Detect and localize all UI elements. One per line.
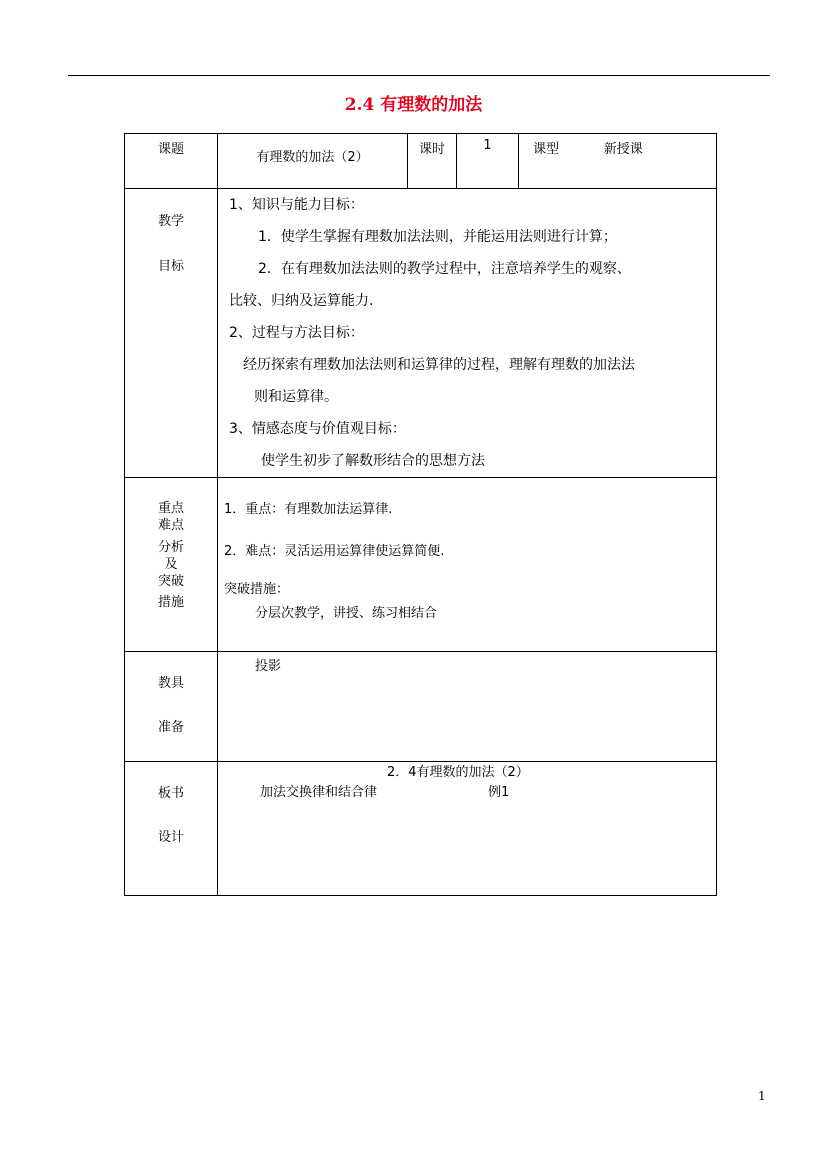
goal-line: 1．使学生掌握有理数加法法则，并能运用法则进行计算； bbox=[258, 229, 617, 245]
tools-label-2: 准备 bbox=[157, 720, 184, 735]
key-points-label-part: 重点 bbox=[157, 501, 184, 516]
board-left-text: 加法交换律和结合律 bbox=[260, 785, 378, 800]
goal-line: 比较、归纳及运算能力. bbox=[229, 293, 374, 309]
key-points-label-part: 及 bbox=[164, 557, 178, 572]
goal-line: 经历探索有理数加法法则和运算律的过程，理解有理数的加法法 bbox=[243, 357, 635, 373]
board-label-1: 板书 bbox=[157, 786, 184, 801]
goal-line: 则和运算律。 bbox=[254, 389, 338, 405]
board-label-2: 设计 bbox=[157, 830, 184, 845]
tools-content: 投影 bbox=[218, 652, 717, 762]
goal-line: 1、知识与能力目标： bbox=[229, 197, 364, 213]
lesson-plan-table bbox=[124, 133, 717, 896]
page-title: 2.4 有理数的加法 bbox=[344, 95, 483, 115]
key-points-label bbox=[125, 478, 218, 652]
goals-row bbox=[125, 189, 717, 478]
page-number: 1 bbox=[758, 1089, 766, 1103]
period-value: 1 bbox=[457, 134, 519, 189]
difficulty-point: 2．难点：灵活运用运算律使运算简便. bbox=[224, 544, 445, 559]
key-points-content bbox=[218, 478, 717, 652]
goals-content bbox=[218, 189, 717, 478]
goal-line: 3、情感态度与价值观目标： bbox=[229, 421, 406, 437]
goals-label-2: 目标 bbox=[157, 259, 184, 274]
tools-label-1: 教具 bbox=[157, 676, 184, 691]
board-heading: 2．4有理数的加法（2） bbox=[387, 765, 529, 780]
key-points-label-part: 措施 bbox=[157, 595, 184, 610]
type-label: 课型 bbox=[533, 142, 560, 157]
goal-line: 2、过程与方法目标： bbox=[229, 325, 364, 341]
goals-label bbox=[125, 189, 218, 478]
lesson-value: 有理数的加法（2） bbox=[218, 134, 408, 189]
header-row bbox=[125, 134, 717, 189]
board-label bbox=[125, 762, 218, 896]
type-value: 新授课 bbox=[531, 134, 717, 189]
goals-label-1: 教学 bbox=[157, 214, 184, 229]
tools-row bbox=[125, 652, 717, 762]
period-label: 课时 bbox=[408, 134, 457, 189]
key-points-row bbox=[125, 478, 717, 652]
board-content bbox=[218, 762, 717, 896]
header-rule bbox=[68, 75, 770, 76]
goal-line: 2．在有理数加法法则的教学过程中，注意培养学生的观察、 bbox=[258, 261, 631, 277]
board-right-text: 例1 bbox=[488, 785, 510, 800]
key-point: 1．重点：有理数加法运算律. bbox=[224, 502, 393, 517]
lesson-label: 课题 bbox=[125, 134, 218, 189]
measures-label: 突破措施： bbox=[224, 582, 290, 597]
key-points-label-part: 分析 bbox=[157, 540, 184, 555]
key-points-label-part: 突破 bbox=[157, 574, 184, 589]
goal-line: 使学生初步了解数形结合的思想方法 bbox=[261, 453, 485, 469]
board-row bbox=[125, 762, 717, 896]
tools-label bbox=[125, 652, 218, 762]
key-points-label-part: 难点 bbox=[157, 518, 184, 533]
measures-text: 分层次教学，讲授、练习相结合 bbox=[255, 606, 438, 621]
